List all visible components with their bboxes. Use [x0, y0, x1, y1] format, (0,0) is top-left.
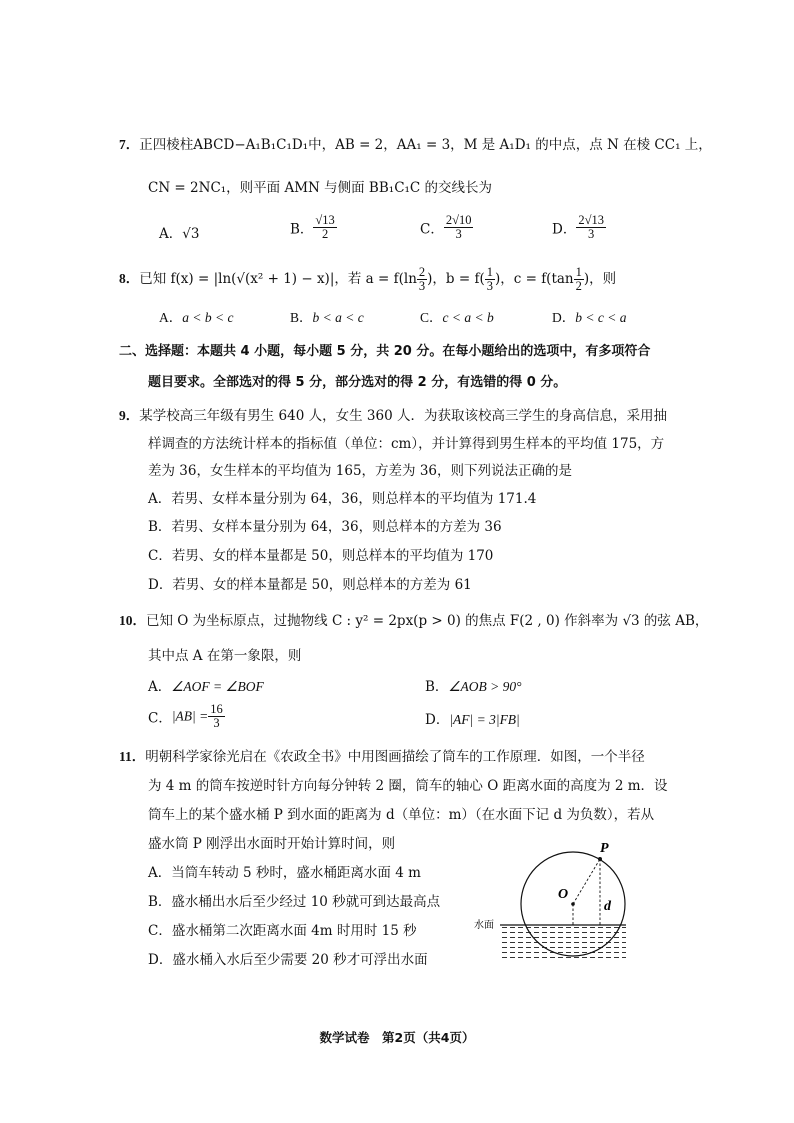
question-7-number: 7．	[119, 137, 140, 152]
page-footer: 数学试卷 第2页（共4页）	[319, 1030, 475, 1045]
center-o-point	[571, 902, 575, 906]
question-7-stem-2: CN = 2NC₁，则平面 AMN 与侧面 BB₁C₁C 的交线长为	[148, 180, 493, 196]
water-wheel-figure	[470, 830, 630, 970]
question-9-option-a: A．若男、女样本量分别为 64，36，则总样本的平均值为 171.4	[148, 491, 537, 507]
question-11-line-4: 盛水筒 P 刚浮出水面时开始计算时间，则	[148, 836, 396, 852]
question-7-option-d: D． $\frac{2√13}{3}$	[552, 213, 604, 242]
label-o: O	[558, 887, 569, 902]
question-11-option-d: D．盛水桶入水后至少需要 20 秒才可浮出水面	[148, 952, 428, 968]
question-9-line-1: 9．某学校高三年级有男生 640 人，女生 360 人．为获取该校高三学生的身高信息，采用抽	[119, 408, 667, 424]
question-8-stem: 8．已知 f(x) = |ln(√(x² + 1) − x)|，若 a = f(ln $\frac{2}{3}$ )，b = f( $\frac{1}{3}$ )，c = f(tan $\frac{1}{2}$ )，则	[119, 264, 617, 293]
question-10-line-1: 10．已知 O 为坐标原点，过抛物线 C : y² = 2px(p > 0) 的焦点 F(2 , 0) 作斜率为 √3 的弦 AB，	[119, 613, 709, 629]
question-11-option-b: B．盛水桶出水后至少经过 10 秒就可到达最高点	[148, 894, 441, 910]
question-10-line-2: 其中点 A 在第一象限，则	[148, 648, 302, 664]
question-11-option-c: C．盛水桶第二次距离水面 4m 时用时 15 秒	[148, 923, 417, 939]
question-8-option-c: C．c < a < b	[420, 310, 494, 325]
question-8-option-b: B．b < a < c	[290, 310, 364, 325]
bucket-p-point	[598, 857, 602, 861]
question-9-line-2: 样调查的方法统计样本的指标值（单位：cm），并计算得到男生样本的平均值 175，方	[148, 436, 665, 452]
label-p: P	[600, 841, 609, 856]
question-10-number: 10．	[119, 613, 146, 628]
question-10-option-b: B．∠AOB > 90°	[425, 679, 522, 695]
question-11-number: 11．	[119, 749, 146, 764]
question-10-option-d: D．|AF| = 3|FB|	[425, 712, 520, 728]
question-9-option-d: D．若男、女的样本量都是 50，则总样本的方差为 61	[148, 577, 472, 593]
question-9-option-b: B．若男、女样本量分别为 64，36，则总样本的方差为 36	[148, 519, 502, 535]
question-11-line-3: 筒车上的某个盛水桶 P 到水面的距离为 d（单位：m）（在水面下记 d 为负数），若从	[148, 807, 655, 823]
question-11-line-2: 为 4 m 的筒车按逆时针方向每分钟转 2 圈，筒车的轴心 O 距离水面的高度为 2 m．设	[148, 778, 668, 794]
question-10-option-a: A．∠AOF = ∠BOF	[148, 679, 264, 695]
question-9-line-3: 差为 36，女生样本的平均值为 165，方差为 36，则下列说法正确的是	[148, 463, 572, 479]
label-d: d	[604, 899, 611, 914]
question-7-stem-1: 正四棱柱ABCD−A₁B₁C₁D₁中，AB = 2，AA₁ = 3，M 是 A₁D₁ 的中点，点 N 在棱 CC₁ 上，	[139, 137, 712, 153]
question-9-option-c: C．若男、女的样本量都是 50，则总样本的平均值为 170	[148, 548, 494, 564]
question-7-option-a: A．√3	[159, 226, 200, 242]
question-11-line-1: 11．明朝科学家徐光启在《农政全书》中用图画描绘了筒车的工作原理．如图，一个半径	[119, 749, 645, 765]
question-9-number: 9．	[119, 408, 140, 423]
section-2-heading-line-1: 二、选择题：本题共 4 小题，每小题 5 分，共 20 分。在每小题给出的选项中，有多项符合	[119, 344, 651, 359]
section-2-heading-line-2: 题目要求。全部选对的得 5 分，部分选对的得 2 分，有选错的得 0 分。	[148, 375, 567, 390]
question-8-option-d: D．b < c < a	[552, 310, 627, 325]
question-10-option-c: C．|AB| = $\frac{16}{3}$	[148, 702, 223, 731]
radius-line	[573, 859, 600, 904]
question-8-option-a: A．a < b < c	[159, 310, 234, 325]
question-7-line-1	[119, 133, 712, 153]
question-7-option-c: C． $\frac{2√10}{3}$	[420, 213, 472, 242]
question-7-option-b: B． $\frac{√13}{2}$	[290, 213, 335, 242]
question-8-number: 8．	[119, 271, 140, 286]
label-water-surface: 水面	[474, 920, 494, 931]
question-11-option-a: A．当筒车转动 5 秒时，盛水桶距离水面 4 m	[148, 865, 421, 881]
